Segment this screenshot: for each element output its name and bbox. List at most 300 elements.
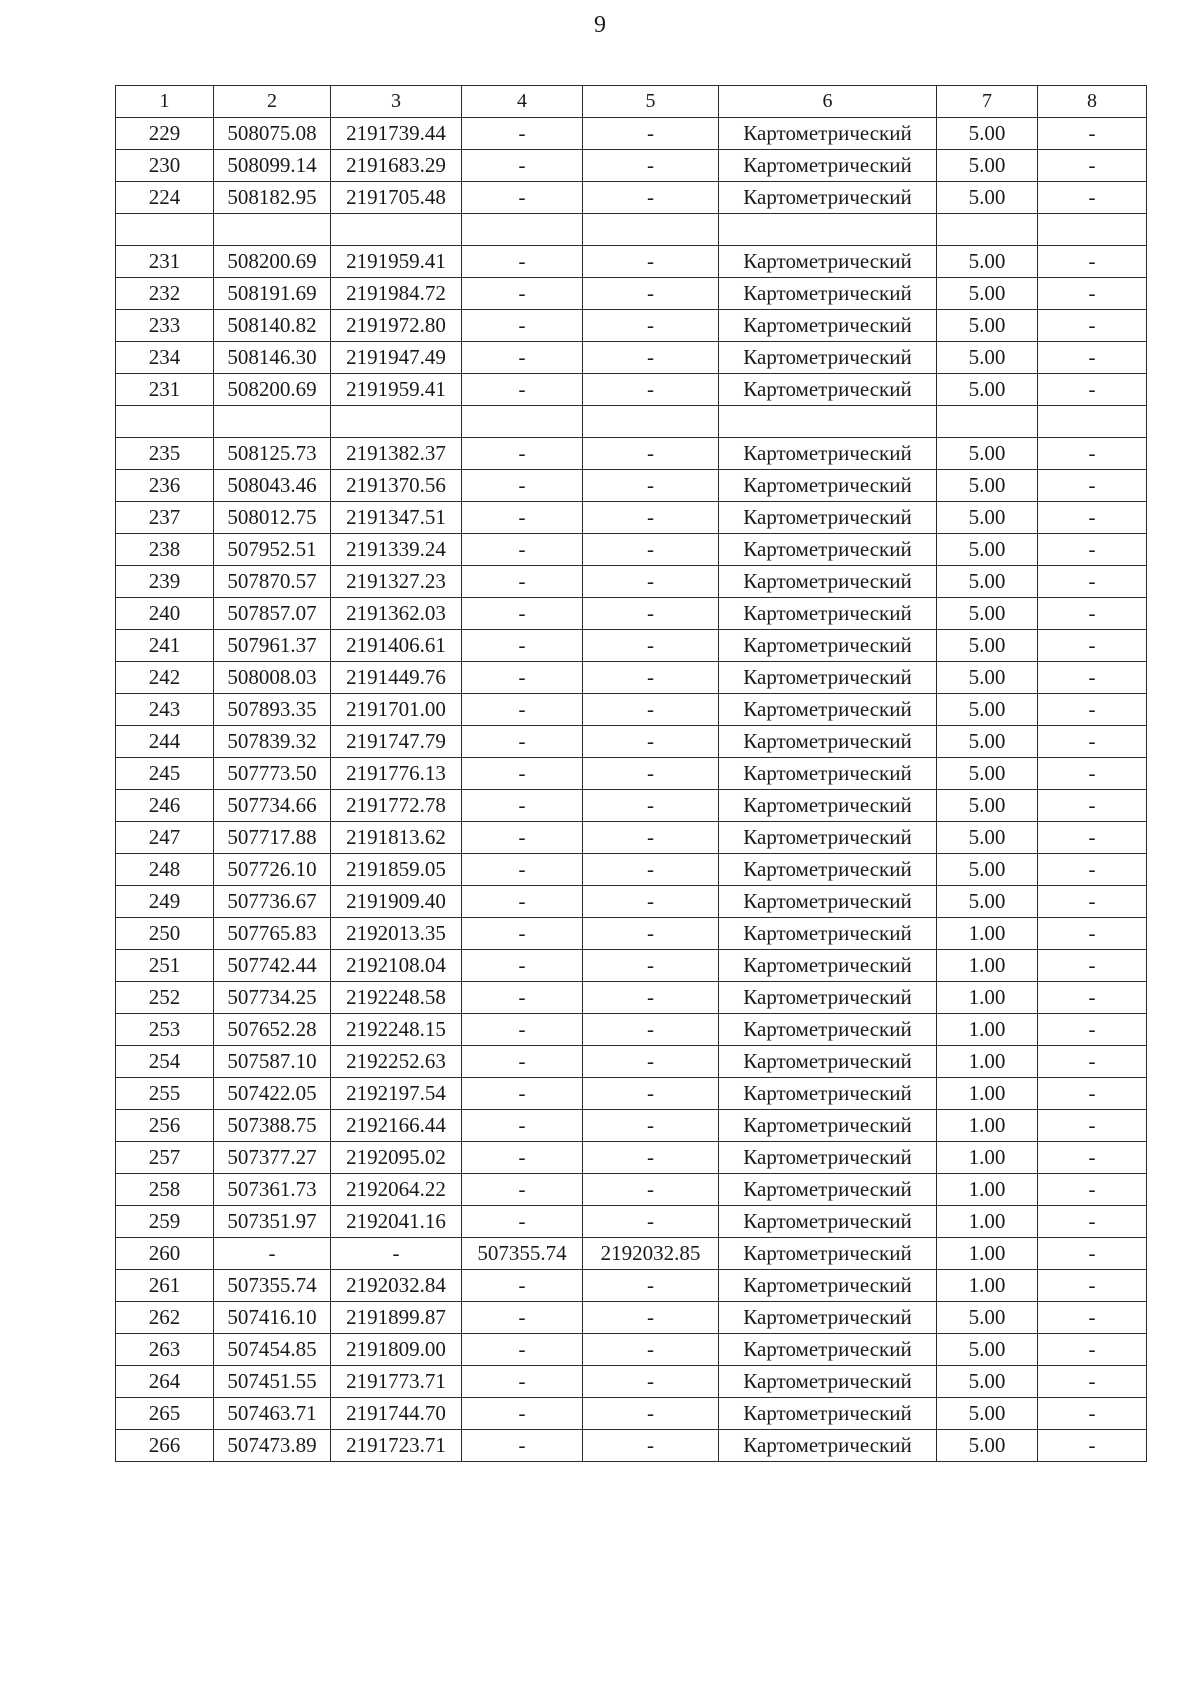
new-x-coordinate-cell: -	[462, 118, 583, 150]
x-coordinate-cell: 507587.10	[214, 1046, 331, 1078]
x-coordinate-cell: 507734.25	[214, 982, 331, 1014]
y-coordinate-cell: 2191947.49	[331, 342, 462, 374]
description-cell: -	[1038, 470, 1147, 502]
method-cell: Картометрический	[719, 662, 937, 694]
new-x-coordinate-cell: -	[462, 246, 583, 278]
accuracy-cell: 1.00	[937, 950, 1038, 982]
point-number-cell: 261	[116, 1270, 214, 1302]
new-x-coordinate-cell: -	[462, 1430, 583, 1462]
point-number-cell: 260	[116, 1238, 214, 1270]
new-y-coordinate-cell: -	[583, 950, 719, 982]
point-number-cell: 262	[116, 1302, 214, 1334]
method-cell: Картометрический	[719, 1174, 937, 1206]
description-cell: -	[1038, 1110, 1147, 1142]
new-x-coordinate-cell: -	[462, 310, 583, 342]
description-cell: -	[1038, 1398, 1147, 1430]
new-y-coordinate-cell: -	[583, 1110, 719, 1142]
y-coordinate-cell: 2191859.05	[331, 854, 462, 886]
table-row	[116, 470, 1147, 502]
description-cell: -	[1038, 662, 1147, 694]
new-x-coordinate-cell: -	[462, 1398, 583, 1430]
description-cell: -	[1038, 1238, 1147, 1270]
separator-row	[116, 406, 1147, 438]
new-y-coordinate-cell: -	[583, 630, 719, 662]
accuracy-cell	[937, 214, 1038, 246]
description-cell: -	[1038, 1142, 1147, 1174]
point-number-cell: 253	[116, 1014, 214, 1046]
new-y-coordinate-cell: -	[583, 1366, 719, 1398]
x-coordinate-cell: 508099.14	[214, 150, 331, 182]
table-row	[116, 1270, 1147, 1302]
description-cell: -	[1038, 534, 1147, 566]
point-number-cell: 232	[116, 278, 214, 310]
x-coordinate-cell: 507839.32	[214, 726, 331, 758]
accuracy-cell: 5.00	[937, 246, 1038, 278]
table-row	[116, 726, 1147, 758]
description-cell: -	[1038, 1270, 1147, 1302]
description-cell: -	[1038, 1078, 1147, 1110]
new-y-coordinate-cell: -	[583, 662, 719, 694]
description-cell: -	[1038, 246, 1147, 278]
method-cell: Картометрический	[719, 854, 937, 886]
description-cell: -	[1038, 822, 1147, 854]
y-coordinate-cell: 2192197.54	[331, 1078, 462, 1110]
method-cell: Картометрический	[719, 310, 937, 342]
new-x-coordinate-cell: -	[462, 1334, 583, 1366]
point-number-cell: 257	[116, 1142, 214, 1174]
method-cell: Картометрический	[719, 982, 937, 1014]
y-coordinate-cell: 2191449.76	[331, 662, 462, 694]
y-coordinate-cell: 2191773.71	[331, 1366, 462, 1398]
y-coordinate-cell: 2191959.41	[331, 246, 462, 278]
method-cell: Картометрический	[719, 182, 937, 214]
y-coordinate-cell: 2191747.79	[331, 726, 462, 758]
table-row	[116, 438, 1147, 470]
method-cell: Картометрический	[719, 470, 937, 502]
accuracy-cell: 5.00	[937, 1334, 1038, 1366]
point-number-cell: 249	[116, 886, 214, 918]
y-coordinate-cell: 2191327.23	[331, 566, 462, 598]
new-y-coordinate-cell: -	[583, 118, 719, 150]
method-cell: Картометрический	[719, 1110, 937, 1142]
point-number-cell: 231	[116, 246, 214, 278]
accuracy-cell: 5.00	[937, 118, 1038, 150]
new-x-coordinate-cell: -	[462, 790, 583, 822]
new-y-coordinate-cell: -	[583, 694, 719, 726]
x-coordinate-cell: 507961.37	[214, 630, 331, 662]
table-row	[116, 374, 1147, 406]
point-number-cell: 233	[116, 310, 214, 342]
method-cell: Картометрический	[719, 118, 937, 150]
point-number-cell: 241	[116, 630, 214, 662]
x-coordinate-cell: 508200.69	[214, 374, 331, 406]
method-cell: Картометрический	[719, 1206, 937, 1238]
accuracy-cell: 5.00	[937, 150, 1038, 182]
y-coordinate-cell: 2191959.41	[331, 374, 462, 406]
method-cell: Картометрический	[719, 502, 937, 534]
description-cell: -	[1038, 150, 1147, 182]
accuracy-cell: 5.00	[937, 1302, 1038, 1334]
table-row	[116, 918, 1147, 950]
point-number-cell: 231	[116, 374, 214, 406]
x-coordinate-cell: 507351.97	[214, 1206, 331, 1238]
point-number-cell: 248	[116, 854, 214, 886]
point-number-cell: 246	[116, 790, 214, 822]
point-number-cell: 247	[116, 822, 214, 854]
description-cell: -	[1038, 630, 1147, 662]
accuracy-cell: 1.00	[937, 1142, 1038, 1174]
method-cell: Картометрический	[719, 726, 937, 758]
accuracy-cell: 1.00	[937, 1270, 1038, 1302]
accuracy-cell	[937, 406, 1038, 438]
new-y-coordinate-cell: -	[583, 1174, 719, 1206]
x-coordinate-cell: 508182.95	[214, 182, 331, 214]
method-cell: Картометрический	[719, 1046, 937, 1078]
table-row	[116, 1430, 1147, 1462]
new-y-coordinate-cell: -	[583, 790, 719, 822]
new-y-coordinate-cell	[583, 406, 719, 438]
x-coordinate-cell: 507765.83	[214, 918, 331, 950]
y-coordinate-cell	[331, 214, 462, 246]
x-coordinate-cell: 508075.08	[214, 118, 331, 150]
point-number-cell: 237	[116, 502, 214, 534]
new-y-coordinate-cell: -	[583, 1078, 719, 1110]
column-header-1: 1	[116, 86, 214, 118]
x-coordinate-cell: 507893.35	[214, 694, 331, 726]
new-x-coordinate-cell: -	[462, 1014, 583, 1046]
accuracy-cell: 5.00	[937, 310, 1038, 342]
new-x-coordinate-cell: -	[462, 1046, 583, 1078]
new-y-coordinate-cell: -	[583, 1206, 719, 1238]
point-number-cell: 239	[116, 566, 214, 598]
y-coordinate-cell: 2191347.51	[331, 502, 462, 534]
new-y-coordinate-cell: -	[583, 854, 719, 886]
method-cell: Картометрический	[719, 1270, 937, 1302]
description-cell: -	[1038, 374, 1147, 406]
x-coordinate-cell: 507717.88	[214, 822, 331, 854]
method-cell: Картометрический	[719, 630, 937, 662]
table-row	[116, 758, 1147, 790]
x-coordinate-cell: 507742.44	[214, 950, 331, 982]
description-cell: -	[1038, 1430, 1147, 1462]
accuracy-cell: 5.00	[937, 886, 1038, 918]
table-row	[116, 310, 1147, 342]
new-x-coordinate-cell: -	[462, 598, 583, 630]
new-y-coordinate-cell: -	[583, 758, 719, 790]
method-cell: Картометрический	[719, 886, 937, 918]
point-number-cell: 243	[116, 694, 214, 726]
table-row	[116, 1110, 1147, 1142]
point-number-cell: 234	[116, 342, 214, 374]
point-number-cell: 229	[116, 118, 214, 150]
point-number-cell: 256	[116, 1110, 214, 1142]
new-y-coordinate-cell: -	[583, 182, 719, 214]
accuracy-cell: 5.00	[937, 790, 1038, 822]
description-cell: -	[1038, 1014, 1147, 1046]
y-coordinate-cell: 2191683.29	[331, 150, 462, 182]
page-number: 9	[594, 12, 606, 38]
method-cell: Картометрический	[719, 1334, 937, 1366]
table-row	[116, 822, 1147, 854]
accuracy-cell: 5.00	[937, 694, 1038, 726]
table-body	[116, 86, 1147, 1462]
method-cell: Картометрический	[719, 758, 937, 790]
table-row	[116, 598, 1147, 630]
accuracy-cell: 5.00	[937, 758, 1038, 790]
x-coordinate-cell: 507388.75	[214, 1110, 331, 1142]
new-x-coordinate-cell: -	[462, 1078, 583, 1110]
table-row	[116, 630, 1147, 662]
new-y-coordinate-cell: -	[583, 1142, 719, 1174]
x-coordinate-cell: 507857.07	[214, 598, 331, 630]
point-number-cell: 240	[116, 598, 214, 630]
y-coordinate-cell: 2192108.04	[331, 950, 462, 982]
method-cell: Картометрический	[719, 1142, 937, 1174]
point-number-cell: 264	[116, 1366, 214, 1398]
table-row	[116, 662, 1147, 694]
new-x-coordinate-cell: -	[462, 278, 583, 310]
method-cell: Картометрический	[719, 150, 937, 182]
table-header-row	[116, 86, 1147, 118]
new-x-coordinate-cell: -	[462, 630, 583, 662]
table-row	[116, 886, 1147, 918]
description-cell: -	[1038, 182, 1147, 214]
description-cell: -	[1038, 790, 1147, 822]
separator-row	[116, 214, 1147, 246]
x-coordinate-cell: 507952.51	[214, 534, 331, 566]
x-coordinate-cell: 508125.73	[214, 438, 331, 470]
new-y-coordinate-cell: -	[583, 1430, 719, 1462]
description-cell: -	[1038, 726, 1147, 758]
new-y-coordinate-cell: -	[583, 726, 719, 758]
y-coordinate-cell: 2191406.61	[331, 630, 462, 662]
method-cell	[719, 214, 937, 246]
new-x-coordinate-cell: -	[462, 662, 583, 694]
accuracy-cell: 5.00	[937, 1430, 1038, 1462]
new-x-coordinate-cell: -	[462, 1174, 583, 1206]
y-coordinate-cell: 2191984.72	[331, 278, 462, 310]
accuracy-cell: 1.00	[937, 1238, 1038, 1270]
new-x-coordinate-cell: -	[462, 1206, 583, 1238]
description-cell: -	[1038, 1334, 1147, 1366]
point-number-cell: 238	[116, 534, 214, 566]
point-number-cell: 251	[116, 950, 214, 982]
new-y-coordinate-cell: -	[583, 598, 719, 630]
x-coordinate-cell: 507454.85	[214, 1334, 331, 1366]
accuracy-cell: 1.00	[937, 1014, 1038, 1046]
description-cell: -	[1038, 1046, 1147, 1078]
description-cell: -	[1038, 566, 1147, 598]
x-coordinate-cell	[214, 406, 331, 438]
new-y-coordinate-cell: -	[583, 374, 719, 406]
x-coordinate-cell: 507726.10	[214, 854, 331, 886]
y-coordinate-cell: 2192013.35	[331, 918, 462, 950]
method-cell: Картометрический	[719, 1430, 937, 1462]
y-coordinate-cell: 2192166.44	[331, 1110, 462, 1142]
description-cell: -	[1038, 1206, 1147, 1238]
y-coordinate-cell	[331, 406, 462, 438]
table-row	[116, 1142, 1147, 1174]
description-cell: -	[1038, 1366, 1147, 1398]
y-coordinate-cell: 2191772.78	[331, 790, 462, 822]
accuracy-cell: 5.00	[937, 726, 1038, 758]
x-coordinate-cell: 508008.03	[214, 662, 331, 694]
description-cell: -	[1038, 1174, 1147, 1206]
description-cell: -	[1038, 502, 1147, 534]
method-cell: Картометрический	[719, 598, 937, 630]
y-coordinate-cell: 2191813.62	[331, 822, 462, 854]
accuracy-cell: 1.00	[937, 918, 1038, 950]
y-coordinate-cell: 2191776.13	[331, 758, 462, 790]
y-coordinate-cell: 2191739.44	[331, 118, 462, 150]
y-coordinate-cell: 2191701.00	[331, 694, 462, 726]
x-coordinate-cell: 508140.82	[214, 310, 331, 342]
x-coordinate-cell: 507451.55	[214, 1366, 331, 1398]
method-cell: Картометрический	[719, 1302, 937, 1334]
point-number-cell: 263	[116, 1334, 214, 1366]
point-number-cell	[116, 214, 214, 246]
accuracy-cell: 5.00	[937, 854, 1038, 886]
point-number-cell: 258	[116, 1174, 214, 1206]
table-row	[116, 1046, 1147, 1078]
new-x-coordinate-cell	[462, 406, 583, 438]
new-x-coordinate-cell: -	[462, 950, 583, 982]
accuracy-cell: 1.00	[937, 1174, 1038, 1206]
description-cell: -	[1038, 118, 1147, 150]
new-y-coordinate-cell: -	[583, 278, 719, 310]
y-coordinate-cell: 2191972.80	[331, 310, 462, 342]
method-cell	[719, 406, 937, 438]
x-coordinate-cell: 507736.67	[214, 886, 331, 918]
description-cell: -	[1038, 886, 1147, 918]
table-row	[116, 278, 1147, 310]
new-x-coordinate-cell: -	[462, 438, 583, 470]
table-row	[116, 1238, 1147, 1270]
accuracy-cell: 5.00	[937, 1366, 1038, 1398]
new-x-coordinate-cell: -	[462, 758, 583, 790]
table-row	[116, 982, 1147, 1014]
accuracy-cell: 5.00	[937, 630, 1038, 662]
accuracy-cell: 5.00	[937, 1398, 1038, 1430]
x-coordinate-cell: 507377.27	[214, 1142, 331, 1174]
method-cell: Картометрический	[719, 278, 937, 310]
point-number-cell: 250	[116, 918, 214, 950]
method-cell: Картометрический	[719, 342, 937, 374]
method-cell: Картометрический	[719, 694, 937, 726]
method-cell: Картометрический	[719, 1398, 937, 1430]
point-number-cell	[116, 406, 214, 438]
new-x-coordinate-cell: -	[462, 694, 583, 726]
y-coordinate-cell: 2192095.02	[331, 1142, 462, 1174]
accuracy-cell: 1.00	[937, 1046, 1038, 1078]
point-number-cell: 254	[116, 1046, 214, 1078]
new-y-coordinate-cell: -	[583, 886, 719, 918]
method-cell: Картометрический	[719, 566, 937, 598]
column-header-8: 8	[1038, 86, 1147, 118]
table-row	[116, 342, 1147, 374]
point-number-cell: 224	[116, 182, 214, 214]
y-coordinate-cell: 2191899.87	[331, 1302, 462, 1334]
accuracy-cell: 5.00	[937, 278, 1038, 310]
new-x-coordinate-cell	[462, 214, 583, 246]
new-x-coordinate-cell: -	[462, 374, 583, 406]
new-x-coordinate-cell: -	[462, 1366, 583, 1398]
description-cell: -	[1038, 278, 1147, 310]
x-coordinate-cell: 508191.69	[214, 278, 331, 310]
point-number-cell: 259	[116, 1206, 214, 1238]
x-coordinate-cell: 507652.28	[214, 1014, 331, 1046]
column-header-6: 6	[719, 86, 937, 118]
x-coordinate-cell: 508200.69	[214, 246, 331, 278]
y-coordinate-cell: 2191339.24	[331, 534, 462, 566]
new-y-coordinate-cell: -	[583, 1334, 719, 1366]
new-y-coordinate-cell: -	[583, 502, 719, 534]
accuracy-cell: 1.00	[937, 1206, 1038, 1238]
accuracy-cell: 5.00	[937, 438, 1038, 470]
description-cell: -	[1038, 694, 1147, 726]
x-coordinate-cell: 507355.74	[214, 1270, 331, 1302]
new-x-coordinate-cell: 507355.74	[462, 1238, 583, 1270]
column-header-3: 3	[331, 86, 462, 118]
y-coordinate-cell: 2191909.40	[331, 886, 462, 918]
table-row	[116, 1398, 1147, 1430]
point-number-cell: 245	[116, 758, 214, 790]
table-row	[116, 1174, 1147, 1206]
new-y-coordinate-cell: -	[583, 534, 719, 566]
y-coordinate-cell: 2191382.37	[331, 438, 462, 470]
point-number-cell: 235	[116, 438, 214, 470]
x-coordinate-cell: 507734.66	[214, 790, 331, 822]
new-y-coordinate-cell: -	[583, 566, 719, 598]
new-y-coordinate-cell: -	[583, 1302, 719, 1334]
accuracy-cell: 5.00	[937, 662, 1038, 694]
method-cell: Картометрический	[719, 950, 937, 982]
description-cell	[1038, 406, 1147, 438]
y-coordinate-cell: 2191723.71	[331, 1430, 462, 1462]
new-x-coordinate-cell: -	[462, 982, 583, 1014]
method-cell: Картометрический	[719, 438, 937, 470]
accuracy-cell: 5.00	[937, 566, 1038, 598]
method-cell: Картометрический	[719, 1366, 937, 1398]
accuracy-cell: 1.00	[937, 982, 1038, 1014]
point-number-cell: 236	[116, 470, 214, 502]
accuracy-cell: 1.00	[937, 1110, 1038, 1142]
column-header-5: 5	[583, 86, 719, 118]
new-y-coordinate-cell: 2192032.85	[583, 1238, 719, 1270]
y-coordinate-cell: 2192252.63	[331, 1046, 462, 1078]
table-row	[116, 694, 1147, 726]
accuracy-cell: 5.00	[937, 182, 1038, 214]
new-x-coordinate-cell: -	[462, 854, 583, 886]
description-cell: -	[1038, 438, 1147, 470]
new-x-coordinate-cell: -	[462, 1270, 583, 1302]
x-coordinate-cell: 507473.89	[214, 1430, 331, 1462]
column-header-2: 2	[214, 86, 331, 118]
accuracy-cell: 5.00	[937, 342, 1038, 374]
column-header-4: 4	[462, 86, 583, 118]
table-row	[116, 182, 1147, 214]
table-row	[116, 790, 1147, 822]
y-coordinate-cell: 2191744.70	[331, 1398, 462, 1430]
point-number-cell: 242	[116, 662, 214, 694]
description-cell: -	[1038, 310, 1147, 342]
new-x-coordinate-cell: -	[462, 822, 583, 854]
point-number-cell: 255	[116, 1078, 214, 1110]
new-x-coordinate-cell: -	[462, 726, 583, 758]
method-cell: Картометрический	[719, 246, 937, 278]
accuracy-cell: 5.00	[937, 502, 1038, 534]
new-x-coordinate-cell: -	[462, 918, 583, 950]
